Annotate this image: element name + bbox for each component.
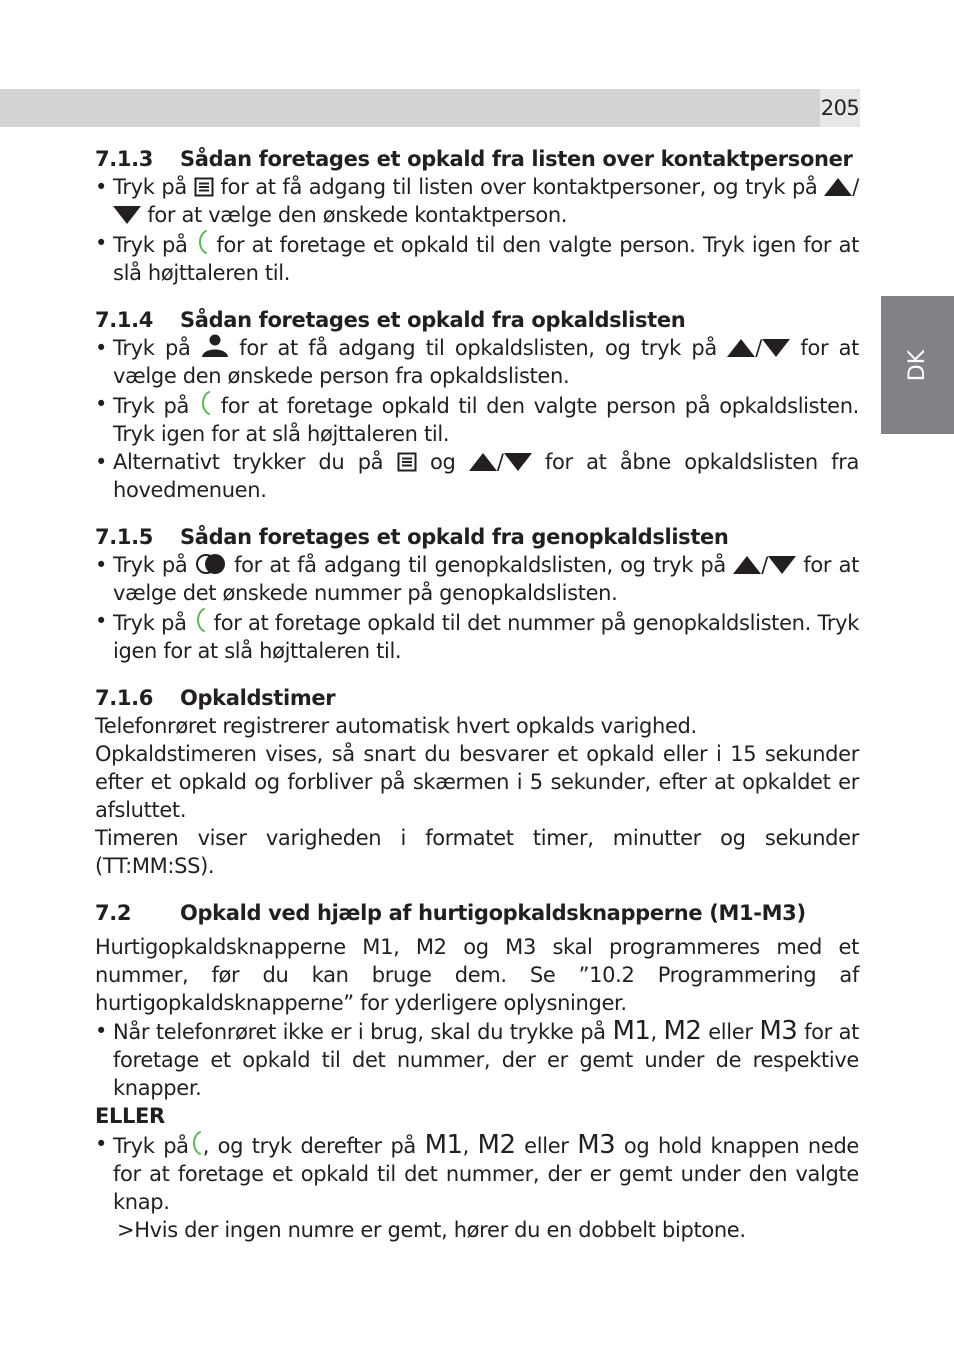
- section-title: Sådan foretages et opkald fra listen over kontaktpersoner: [180, 147, 853, 171]
- bullet-text: for at foretage opkald til den valgte person på opkaldslisten. Tryk igen for at slå højttaleren til.: [113, 394, 859, 446]
- bullet-text: og: [429, 450, 456, 474]
- bullet-item: [95, 229, 859, 287]
- bullet-item: [95, 607, 859, 665]
- bullet-item: [95, 334, 859, 390]
- section-number: 7.1.6: [95, 686, 154, 710]
- arrow-down-icon: [504, 452, 532, 472]
- bullet-text: Alternativt trykker du på: [113, 450, 384, 474]
- section-heading: [95, 899, 859, 927]
- separator: ,: [462, 1134, 469, 1158]
- bullet-text: for at få adgang til genopkaldslisten, og tryk på: [234, 553, 726, 577]
- bullet-text: for at vælge det ønskede nummer på genopkaldslisten.: [113, 553, 859, 605]
- arrow-down-icon: [113, 205, 141, 225]
- arrow-down-icon: [768, 555, 796, 575]
- m3-key-label: M3: [577, 1130, 616, 1160]
- m1-key-label: M1: [424, 1130, 463, 1160]
- redial-icon: [195, 553, 227, 575]
- menu-list-icon: [194, 177, 214, 197]
- bullet-text: , og tryk derefter på: [202, 1134, 416, 1158]
- section-title: Opkaldstimer: [180, 686, 336, 710]
- note-text: >Hvis der ingen numre er gemt, hører du en dobbelt biptone.: [117, 1218, 746, 1242]
- separator: /: [852, 175, 860, 199]
- section-heading: [95, 145, 859, 173]
- section-title: Sådan foretages et opkald fra opkaldslisten: [180, 308, 686, 332]
- section-heading: [95, 684, 859, 712]
- bullet-text: eller: [708, 1020, 753, 1044]
- page-content: [95, 145, 859, 1263]
- m3-key-label: M3: [759, 1016, 798, 1046]
- paragraph: Hurtigopkaldsknapperne M1, M2 og M3 skal programmeres med et nummer, før du kan bruge dem. Se ”10.2 Programmering af hurtigopkaldsknapperne” for yderligere oplysninger.: [95, 935, 859, 1015]
- language-tab-label: DK: [905, 349, 930, 381]
- bullet-text: Når telefonrøret ikke er i brug, skal du trykke på: [113, 1020, 606, 1044]
- bullet-text: Tryk på: [113, 336, 191, 360]
- bullet-text: for at få adgang til opkaldslisten, og tryk på: [239, 336, 717, 360]
- separator: /: [761, 553, 769, 577]
- section-7-1-6: [95, 684, 859, 880]
- m1-key-label: M1: [612, 1016, 651, 1046]
- bullet-text: Tryk på: [113, 611, 187, 635]
- bullet-text: for at vælge den ønskede person fra opkaldslisten.: [113, 336, 860, 388]
- bullet-item: [95, 390, 859, 448]
- section-heading: [95, 306, 859, 334]
- header-band: [0, 89, 820, 127]
- bullet-text: for at foretage et opkald til det nummer, der er gemt under de respektive knapper.: [113, 1020, 860, 1100]
- bullet-text: for at vælge den ønskede kontaktperson.: [147, 203, 568, 227]
- bullet-text: for at foretage et opkald til den valgte person. Tryk igen for at slå højttaleren til.: [113, 233, 860, 285]
- bullet-text: Tryk på: [113, 175, 187, 199]
- section-7-1-4: [95, 306, 859, 504]
- arrow-up-icon: [824, 177, 852, 197]
- call-icon: [193, 607, 207, 633]
- paragraph: Timeren viser varigheden i formatet timer, minutter og sekunder (TT:MM:SS).: [95, 826, 859, 878]
- section-number: 7.1.5: [95, 525, 154, 549]
- bullet-item: [95, 1017, 859, 1102]
- section-heading: [95, 523, 859, 551]
- section-title: Opkald ved hjælp af hurtigopkaldsknapperne (M1-M3): [180, 901, 806, 925]
- section-7-1-5: [95, 523, 859, 665]
- bullet-text: eller: [524, 1134, 569, 1158]
- section-number: 7.1.4: [95, 308, 154, 332]
- section-number: 7.1.3: [95, 147, 154, 171]
- call-icon: [195, 229, 209, 255]
- m2-key-label: M2: [477, 1130, 516, 1160]
- arrow-up-icon: [727, 338, 755, 358]
- bullet-item: [95, 173, 859, 229]
- paragraph: Opkaldstimeren vises, så snart du besvarer et opkald eller i 15 sekunder efter et opkald og forbliver på skærmen i 5 sekunder, efter at opkaldet er afsluttet.: [95, 742, 859, 822]
- eller-label: ELLER: [95, 1104, 165, 1128]
- separator: /: [755, 336, 762, 360]
- bullet-item: [95, 1130, 859, 1216]
- bullet-text: og hold knappen nede for at foretage et opkald til det nummer, der er gemt under den valgte knap.: [113, 1134, 860, 1214]
- menu-list-icon: [397, 452, 417, 472]
- arrow-up-icon: [469, 452, 497, 472]
- bullet-text: for at foretage opkald til det nummer på genopkaldslisten. Tryk igen for at slå højttaleren til.: [113, 611, 860, 663]
- bullet-text: for at få adgang til listen over kontaktpersoner, og tryk på: [220, 175, 818, 199]
- separator: ,: [650, 1020, 657, 1044]
- person-icon: [201, 334, 229, 358]
- bullet-text: Tryk på: [113, 1134, 189, 1158]
- section-7-1-3: [95, 145, 859, 287]
- bullet-item: [95, 551, 859, 607]
- section-number: 7.2: [95, 901, 132, 925]
- bullet-text: Tryk på: [113, 233, 188, 257]
- bullet-text: for at åbne opkaldslisten fra hovedmenuen.: [113, 450, 859, 502]
- m2-key-label: M2: [663, 1016, 702, 1046]
- bullet-text: Tryk på: [113, 394, 189, 418]
- arrow-up-icon: [733, 555, 761, 575]
- page-number: 205: [820, 89, 860, 127]
- call-icon: [189, 1130, 203, 1156]
- bullet-item: [95, 448, 859, 504]
- bullet-text: Tryk på: [113, 553, 188, 577]
- language-tab: [881, 296, 954, 434]
- section-title: Sådan foretages et opkald fra genopkaldslisten: [180, 525, 729, 549]
- call-icon: [198, 390, 212, 416]
- separator: /: [496, 450, 504, 474]
- paragraph: Telefonrøret registrerer automatisk hvert opkalds varighed.: [95, 714, 697, 738]
- section-7-2: [95, 899, 859, 1244]
- arrow-down-icon: [762, 338, 790, 358]
